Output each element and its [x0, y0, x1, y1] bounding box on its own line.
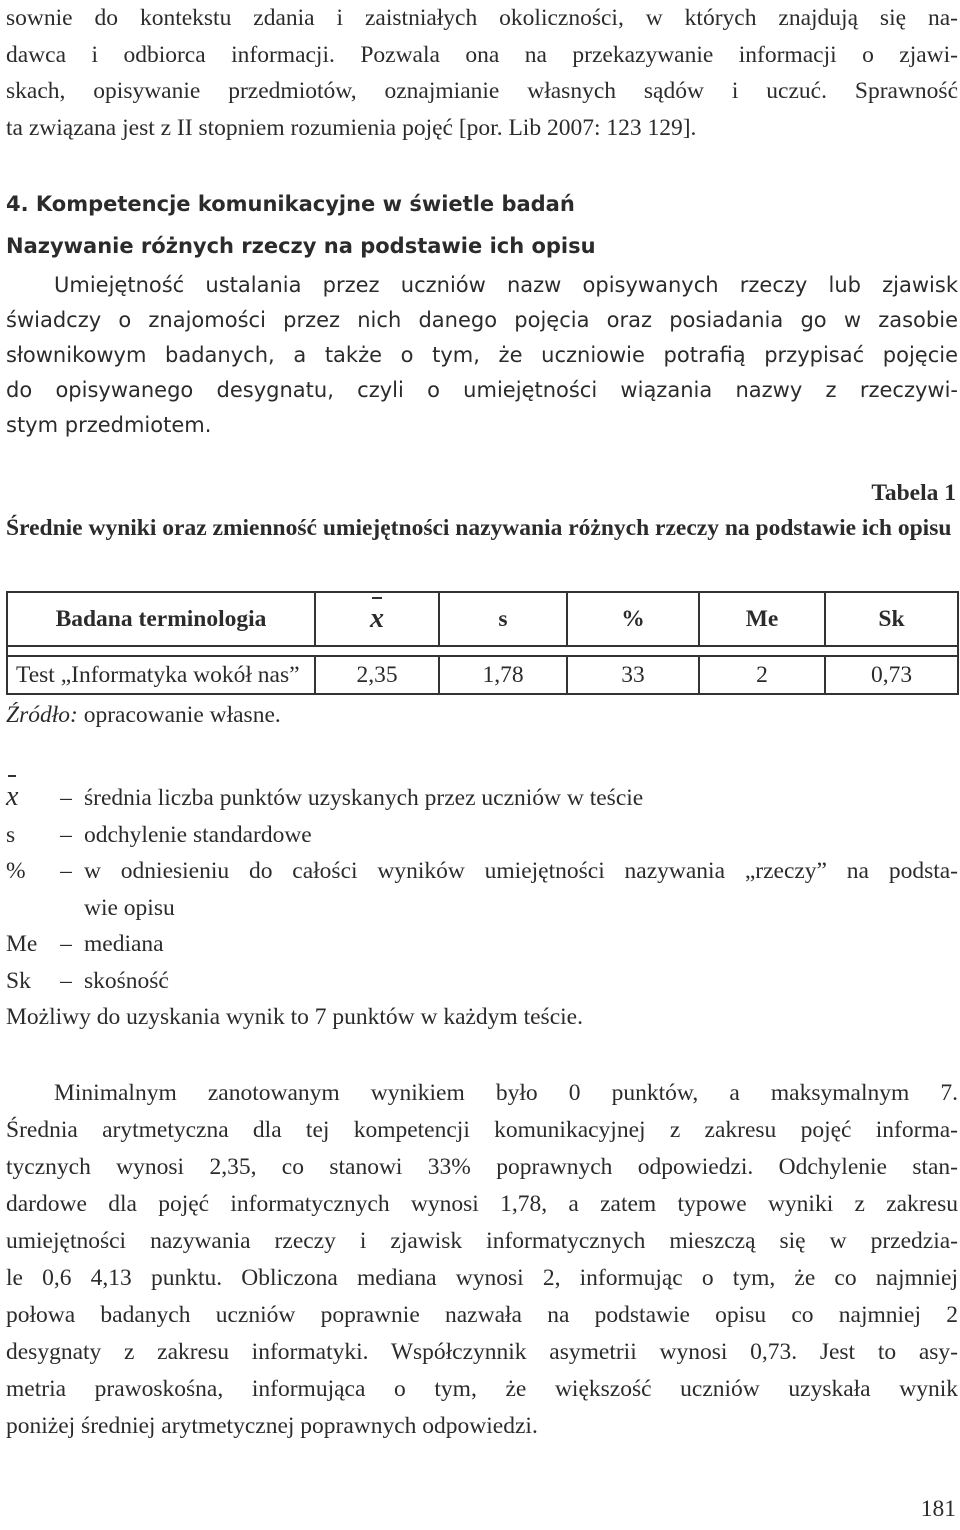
text-line: metria prawoskośna, informująca o tym, że większość uczniów uzyskała wynik	[6, 1376, 958, 1402]
legend-row	[6, 890, 958, 927]
text-line: Umiejętność ustalania przez uczniów nazw opisywanych rzeczy lub zjawisk	[54, 273, 958, 297]
page-number: 181	[920, 1496, 956, 1522]
legend-description: mediana	[84, 931, 164, 957]
text-line: skach, opisywanie przedmiotów, oznajmianie własnych sądów i uczuć. Sprawność	[6, 78, 958, 104]
legend-symbol: s	[6, 821, 16, 848]
legend-row	[6, 817, 958, 854]
section-title: 4. Kompetencje komunikacyjne w świetle badań	[6, 192, 575, 216]
legend-description: średnia liczba punktów uzyskanych przez uczniów w teście	[84, 785, 644, 811]
header-sk: Sk	[825, 592, 958, 646]
legend-symbol	[6, 890, 48, 927]
table-header-row	[7, 592, 958, 646]
header-mean	[315, 592, 439, 646]
table-row	[7, 656, 958, 694]
table-label: Tabela 1	[871, 480, 956, 506]
legend-symbol: Me	[6, 931, 38, 957]
legend-dash: –	[60, 785, 72, 811]
legend-description: odchylenie standardowe	[84, 821, 312, 848]
table-source	[6, 702, 281, 729]
table-spacer	[7, 646, 958, 656]
symbol-legend	[6, 780, 958, 999]
source-label: Źródło:	[6, 702, 78, 728]
x-bar-symbol: x	[370, 602, 384, 634]
header-me: Me	[699, 592, 825, 646]
text-line: słownikowym badanych, a także o tym, że uczniowie potrafią przypisać pojęcie	[6, 343, 958, 367]
table-cell: Test „Informatyka wokół nas”	[7, 656, 315, 694]
legend-row	[6, 780, 958, 817]
legend-symbol: Sk	[6, 967, 31, 994]
table-title: Średnie wyniki oraz zmienność umiejętności nazywania różnych rzeczy na podstawie ich opisu	[6, 515, 952, 541]
text-line: sownie do kontekstu zdania i zaistniałych okoliczności, w których znajdują się na-	[6, 5, 958, 31]
text-line: le 0,6 4,13 punktu. Obliczona mediana wynosi 2, informując o tym, że co najmniej	[6, 1265, 958, 1291]
legend-dash-empty	[48, 890, 84, 927]
table-cell: 0,73	[825, 656, 958, 694]
text-line: umiejętności nazywania rzeczy i zjawisk informatycznych mieszczą się w przedzia-	[6, 1228, 958, 1254]
intro-paragraph	[6, 0, 958, 146]
legend-dash: –	[60, 858, 72, 884]
text-line: Średnia arytmetyczna dla tej kompetencji komunikacyjnej z zakresu pojęć informa-	[6, 1117, 958, 1143]
text-line: Minimalnym zanotowanym wynikiem było 0 punktów, a maksymalnym 7.	[54, 1080, 958, 1106]
text-line: ta związana jest z II stopniem rozumienia pojęć [por. Lib 2007: 123 129].	[6, 114, 697, 141]
legend-row	[6, 963, 958, 1000]
text-line: dardowe dla pojęć informatycznych wynosi 1,78, a zatem typowe wyniki z zakresu	[6, 1191, 958, 1217]
text-line: połowa badanych uczniów poprawnie nazwała na podstawie opisu co najmniej 2	[6, 1302, 958, 1328]
table-cell: 2	[699, 656, 825, 694]
legend-row	[6, 853, 958, 890]
legend-description: w odniesieniu do całości wyników umiejętności nazywania „rzeczy” na podsta-	[84, 858, 958, 884]
table-cell: 1,78	[439, 656, 567, 694]
text-line: dawca i odbiorca informacji. Pozwala ona na przekazywanie informacji o zjawi-	[6, 41, 958, 68]
subsection-paragraph	[6, 268, 958, 443]
legend-dash: –	[60, 931, 72, 957]
text-line: świadczy o znajomości przez nich danego pojęcia oraz posiadania go w zasobie	[6, 308, 958, 332]
header-terminology: Badana terminologia	[7, 592, 315, 646]
text-line: tycznych wynosi 2,35, co stanowi 33% poprawnych odpowiedzi. Odchylenie stan-	[6, 1154, 958, 1180]
legend-symbol: %	[6, 858, 26, 884]
table-cell: 2,35	[315, 656, 439, 694]
results-paragraph	[6, 1075, 958, 1445]
header-s: s	[439, 592, 567, 646]
subsection-title: Nazywanie różnych rzeczy na podstawie ich opisu	[6, 234, 596, 258]
legend-description: skośność	[84, 967, 169, 994]
text-line: poniżej średniej arytmetycznej poprawnych odpowiedzi.	[6, 1413, 538, 1439]
header-percent: %	[567, 592, 699, 646]
source-text: opracowanie własne.	[77, 702, 281, 728]
table-cell: 33	[567, 656, 699, 694]
legend-description: wie opisu	[84, 894, 175, 921]
legend-dash: –	[60, 821, 72, 848]
results-table	[6, 591, 959, 695]
text-line: desygnaty z zakresu informatyki. Współczynnik asymetrii wynosi 0,73. Jest to asy-	[6, 1339, 958, 1365]
text-line: do opisywanego desygnatu, czyli o umiejętności wiązania nazwy z rzeczywi-	[6, 378, 958, 402]
legend-row	[6, 926, 958, 963]
legend-symbol	[6, 780, 48, 817]
score-note: Możliwy do uzyskania wynik to 7 punktów w każdym teście.	[6, 1004, 583, 1030]
legend-dash: –	[60, 967, 72, 994]
text-line: stym przedmiotem.	[6, 413, 212, 437]
x-bar-symbol: x	[6, 781, 19, 812]
